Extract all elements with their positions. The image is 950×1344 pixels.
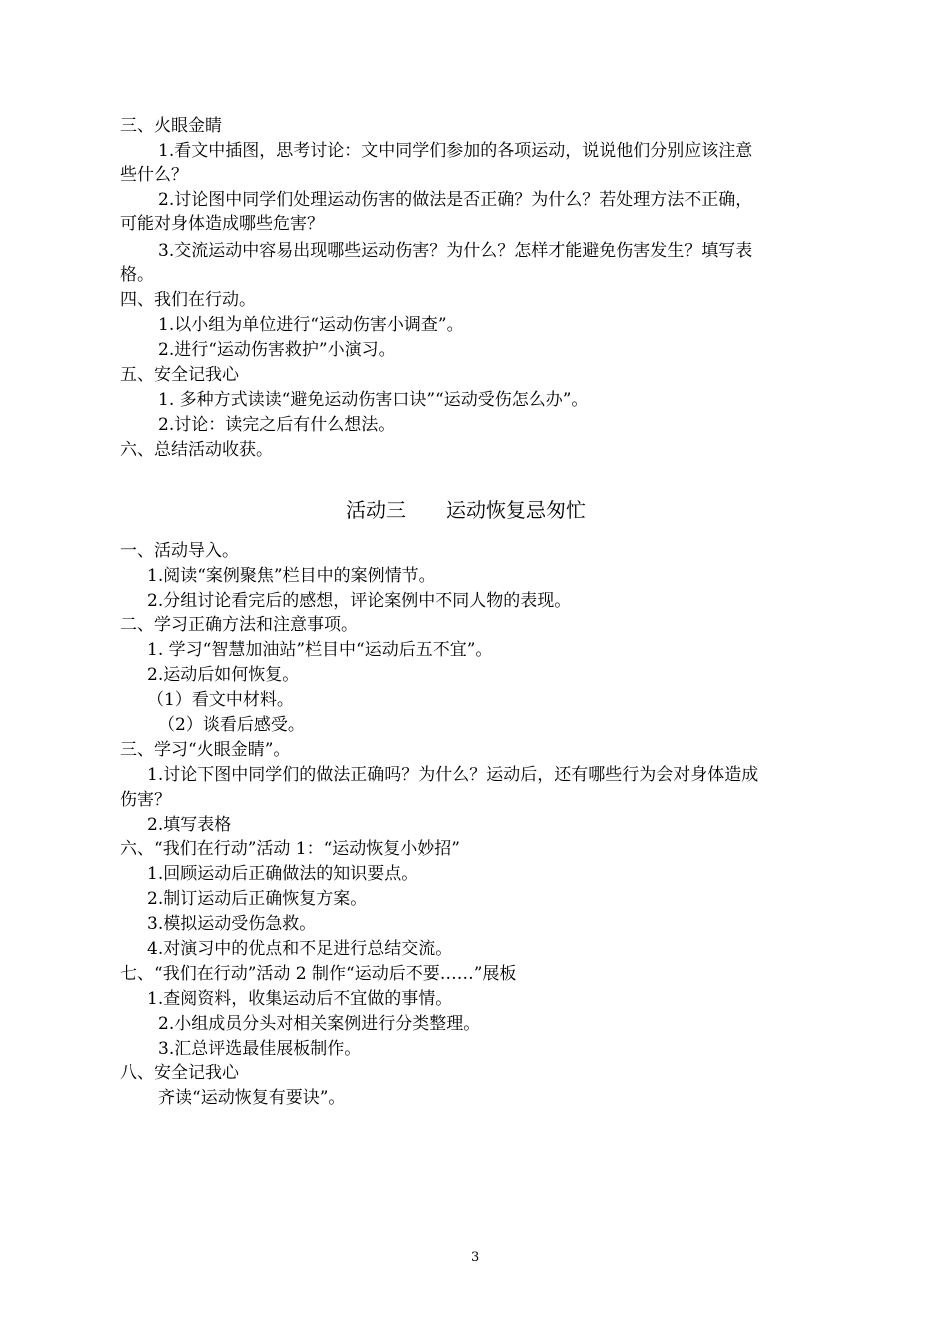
sub-item-text: （2）谈看后感受。 <box>158 715 305 735</box>
item-text: 1.查阅资料，收集运动后不宜做的事情。 <box>147 989 453 1009</box>
heading-huoyanjinjing-2: 三、学习“火眼金睛”。 <box>120 740 291 760</box>
page-number: 3 <box>471 1250 480 1265</box>
item-text: 1.看文中插图，思考讨论：文中同学们参加的各项运动，说说他们分别应该注意 <box>158 141 753 161</box>
item-text: 2.填写表格 <box>147 815 232 835</box>
item-text: 1.阅读“案例聚焦”栏目中的案例情节。 <box>147 566 436 586</box>
sub-item-text: （1）看文中材料。 <box>147 690 294 710</box>
heading-activity-1: 六、“我们在行动”活动 1：“运动恢复小妙招” <box>120 839 460 859</box>
item-text: 2.进行“运动伤害救护”小演习。 <box>158 340 396 360</box>
item-text: 3.汇总评选最佳展板制作。 <box>158 1039 362 1059</box>
item-text: 格。 <box>120 265 154 285</box>
heading-huodong-daoru: 一、活动导入。 <box>120 541 239 561</box>
heading-huoyanjinjing: 三、火眼金睛 <box>120 116 222 136</box>
item-text: 3.交流运动中容易出现哪些运动伤害？为什么？怎样才能避免伤害发生？填写表 <box>158 241 753 261</box>
item-text: 1.以小组为单位进行“运动伤害小调查”。 <box>158 315 464 335</box>
item-text: 可能对身体造成哪些危害？ <box>120 214 324 234</box>
activity-title: 活动三 运动恢复忌匆忙 <box>346 498 586 522</box>
item-text: 1. 多种方式读读“避免运动伤害口诀”“运动受伤怎么办”。 <box>158 390 589 410</box>
item-text: 4.对演习中的优点和不足进行总结交流。 <box>147 939 453 959</box>
heading-xuexi-fangfa: 二、学习正确方法和注意事项。 <box>120 615 358 635</box>
item-text: 1.回顾运动后正确做法的知识要点。 <box>147 864 419 884</box>
item-text: 2.讨论：读完之后有什么想法。 <box>158 415 396 435</box>
item-text: 2.小组成员分头对相关案例进行分类整理。 <box>158 1014 481 1034</box>
item-text: 1.讨论下图中同学们的做法正确吗？为什么？运动后，还有哪些行为会对身体造成 <box>147 765 759 785</box>
item-text: 2.分组讨论看完后的感想，评论案例中不同人物的表现。 <box>147 591 572 611</box>
item-text: 伤害？ <box>120 790 171 810</box>
heading-anquan-ji-woxin-2: 八、安全记我心 <box>120 1063 239 1083</box>
item-text: 3.模拟运动受伤急救。 <box>147 914 317 934</box>
item-text: 2.讨论图中同学们处理运动伤害的做法是否正确？为什么？若处理方法不正确， <box>158 190 753 210</box>
item-text: 齐读“运动恢复有要诀”。 <box>158 1088 346 1108</box>
heading-activity-2: 七、“我们在行动”活动 2 制作“运动后不要……”展板 <box>120 964 517 984</box>
item-text: 2.制订运动后正确恢复方案。 <box>147 889 368 909</box>
item-text: 些什么？ <box>120 165 188 185</box>
heading-women-zai-xingdong: 四、我们在行动。 <box>120 290 256 310</box>
heading-anquan-ji-woxin: 五、安全记我心 <box>120 365 239 385</box>
heading-zongjie: 六、总结活动收获。 <box>120 440 273 460</box>
item-text: 2.运动后如何恢复。 <box>147 665 300 685</box>
item-text: 1. 学习“智慧加油站”栏目中“运动后五不宜”。 <box>147 640 493 660</box>
